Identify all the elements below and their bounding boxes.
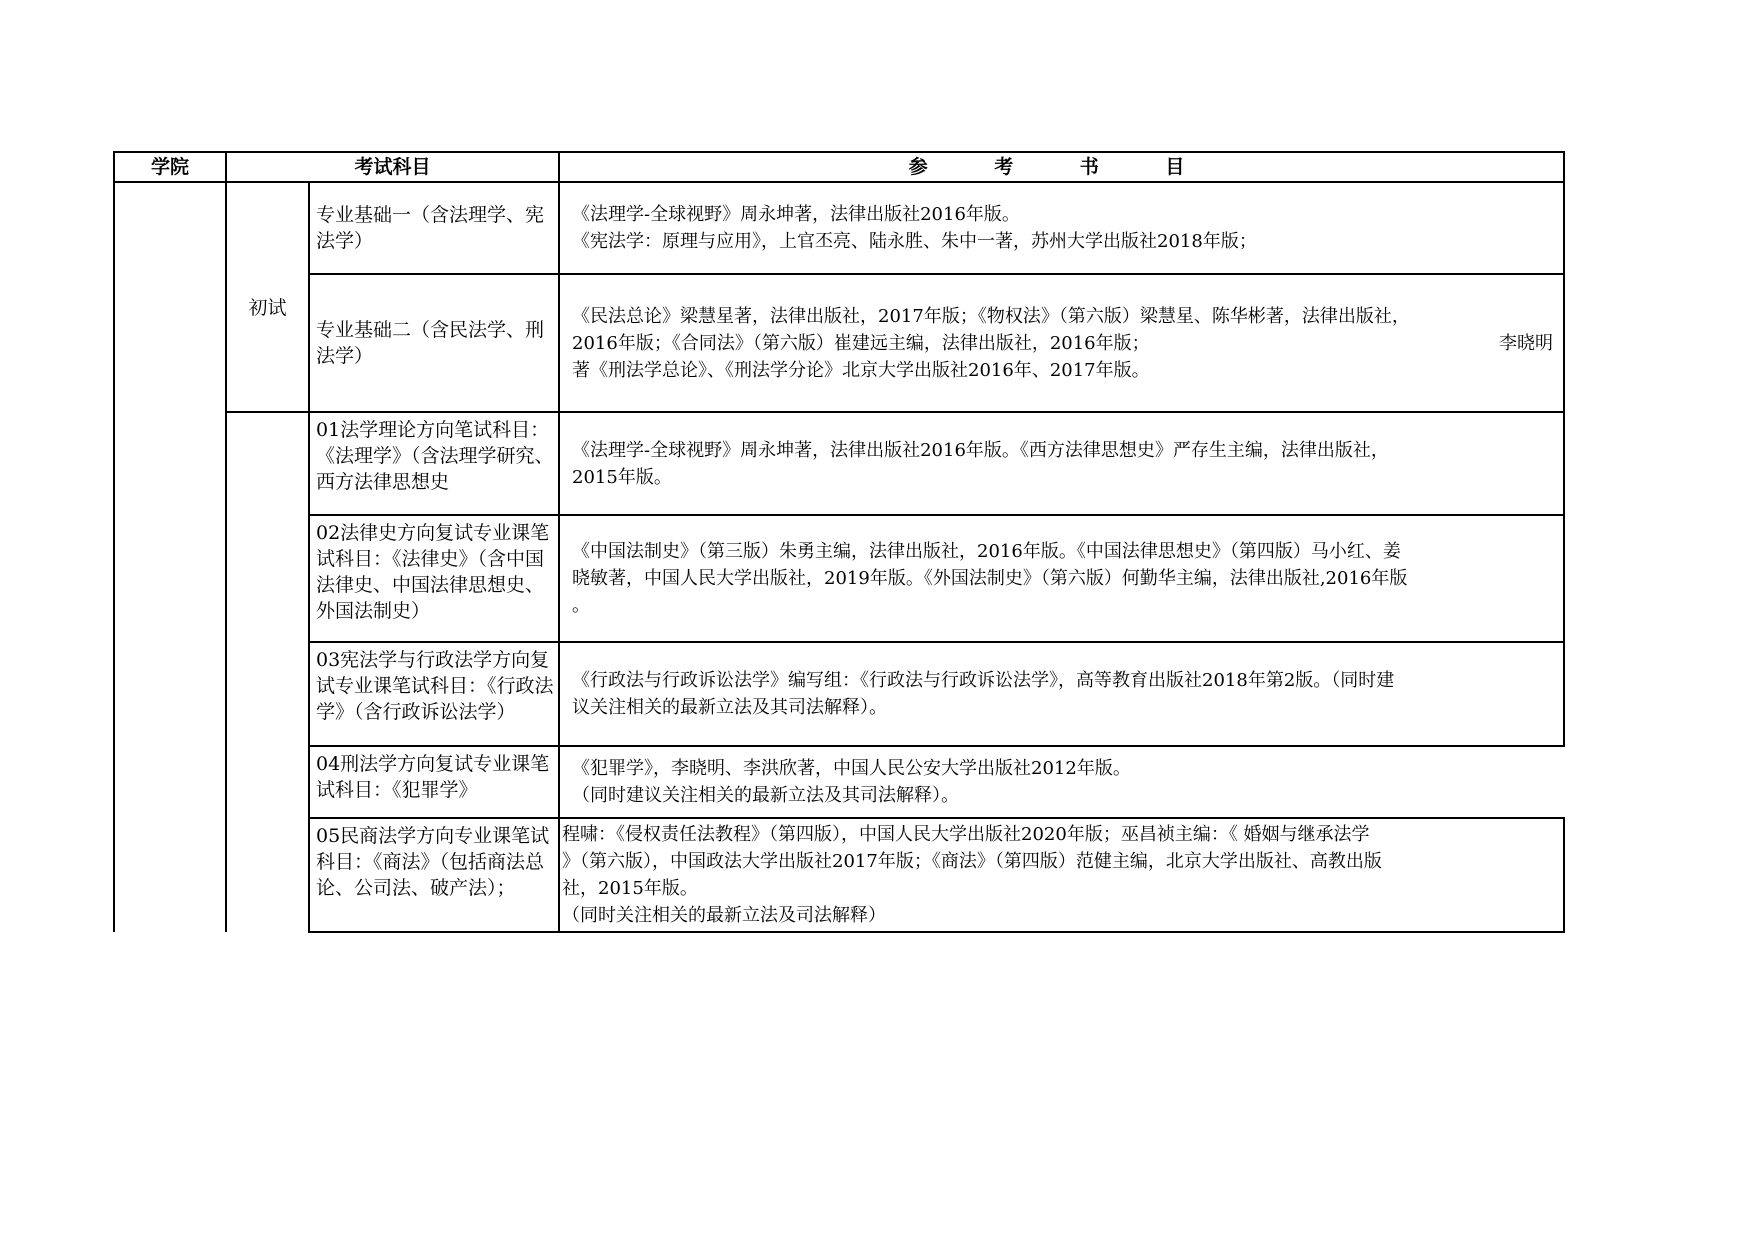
book-line: 。 [572,595,591,616]
book-line: 《法理学-全球视野》周永坤著，法律出版社2016年版。 [572,204,1020,225]
subject-cell: 专业基础二（含民法学、刑法学） [309,274,559,412]
table-header-row [114,152,1564,182]
stage-cell-initial [226,182,309,412]
book-line: 《法理学-全球视野》周永坤著，法律出版社2016年版。《西方法律思想史》严存生主编，法律出版社， [572,439,1389,461]
reference-cell [559,746,1564,818]
book-line: 程啸：《侵权责任法教程》（第四版），中国人民大学出版社2020年版；巫昌祯主编：《 婚姻与继承法学 [562,824,1370,845]
reference-cell [559,412,1564,515]
reference-cell [559,515,1564,642]
book-line: 著《刑法学总论》、《刑法学分论》北京大学出版社2016年、2017年版。 [572,359,1150,381]
book-line: 李晓明 [1499,332,1554,354]
subject-cell: 01法学理论方向笔试科目：《法理学》（含法理学研究、西方法律思想史 [309,412,559,515]
table-row [114,182,1564,274]
header-reference: 参 考 书 目 [559,152,1564,182]
book-line: 晓敏著，中国人民大学出版社，2019年版。《外国法制史》（第六版）何勤华主编，法律出版社,2016年版 [572,568,1408,589]
book-line: 》（第六版），中国政法大学出版社2017年版；《商法》（第四版）范健主编，北京大学出版社、高教出版 [562,851,1382,872]
table-row [114,412,1564,515]
header-subject: 考试科目 [226,152,559,182]
book-line: 《民法总论》梁慧星著，法律出版社，2017年版；《物权法》（第六版）梁慧星、陈华彬著，法律出版社， [572,305,1410,327]
reference-cell [559,182,1564,274]
subject-cell: 专业基础一（含法理学、宪法学） [309,182,559,274]
subject-cell: 03宪法学与行政法学方向复试专业课笔试科目：《行政法学》（含行政诉讼法学） [309,642,559,746]
subject-cell: 02法律史方向复试专业课笔试科目：《法律史》（含中国法律史、中国法律思想史、外国法制史） [309,515,559,642]
subject-cell: 04刑法学方向复试专业课笔试科目：《犯罪学》 [309,746,559,818]
table-row [114,642,1564,746]
book-line: 2015年版。 [572,466,672,488]
book-line: 《犯罪学》，李晓明、李洪欣著，中国人民公安大学出版社2012年版。 [572,758,1131,779]
reference-cell [559,818,1564,932]
reference-book-table [113,151,1565,933]
stage-label: 初试 [248,297,287,319]
book-line: 议关注相关的最新立法及其司法解释）。 [572,697,888,718]
book-line: 社，2015年版。 [562,878,698,899]
table-row [114,515,1564,642]
book-line: 《宪法学：原理与应用》，上官丕亮、陆永胜、朱中一著，苏州大学出版社2018年版； [572,231,1257,252]
stage-cell-retest [226,412,309,932]
subject-cell: 05民商法学方向专业课笔试科目：《商法》（包括商法总论、公司法、破产法）； [309,818,559,932]
book-line: 《行政法与行政诉讼法学》编写组：《行政法与行政诉讼法学》，高等教育出版社2018年第2版。（同时建 [572,670,1395,691]
table-row [114,746,1564,818]
table-row [114,818,1564,932]
table-row [114,274,1564,412]
book-line: 《中国法制史》（第三版）朱勇主编，法律出版社，2016年版。《中国法律思想史》（第四版）马小红、姜 [572,541,1401,562]
book-line: （同时关注相关的最新立法及司法解释） [562,905,887,926]
book-line: （同时建议关注相关的最新立法及其司法解释）。 [572,785,960,806]
college-cell [114,182,226,932]
reference-cell [559,274,1564,412]
header-college: 学院 [114,152,226,182]
reference-cell [559,642,1564,746]
book-line: 2016年版；《合同法》（第六版）崔建远主编，法律出版社，2016年版； [572,332,1150,354]
